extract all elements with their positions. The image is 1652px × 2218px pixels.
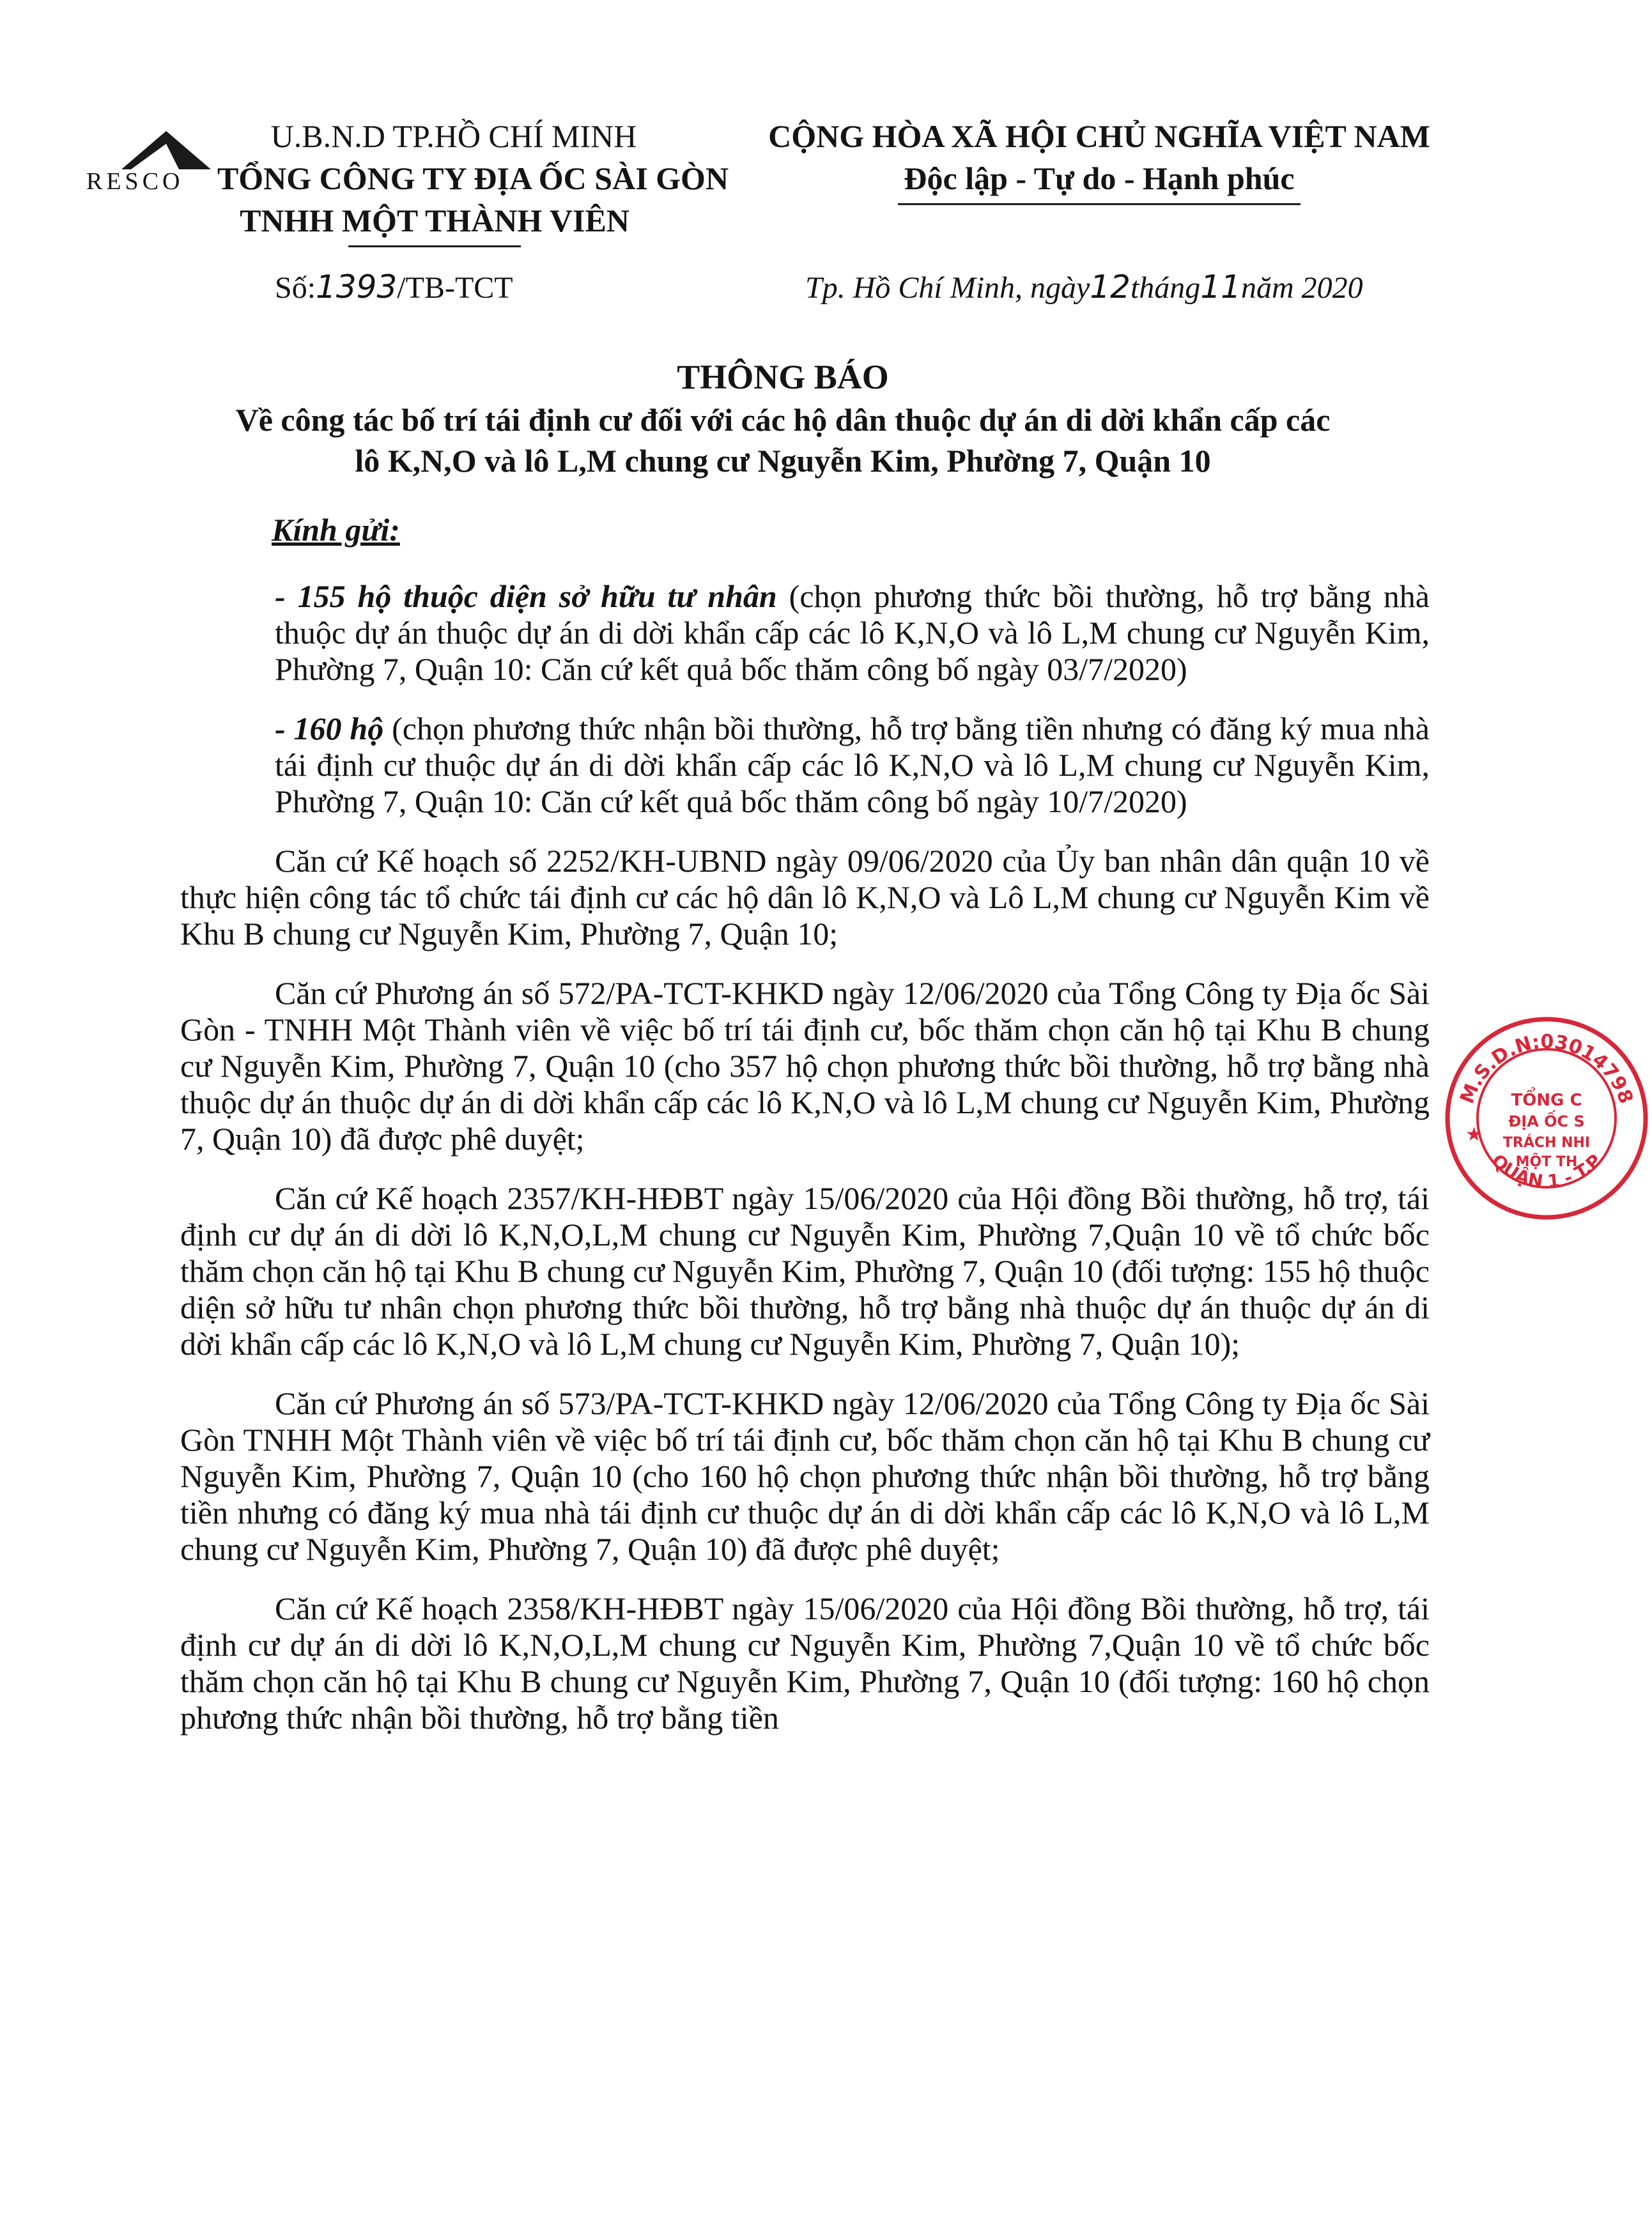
- body-paragraph: Căn cứ Kế hoạch 2357/KH-HĐBT ngày 15/06/2020 của Hội đồng Bồi thường, hỗ trợ, tái định cư dự án di dời lô K,N,O,L,M chung cư Nguyễn Kim, Phường 7,Quận 10 về tổ chức bốc thăm chọn căn hộ tại Khu B chung cư Nguyễn Kim, Phường 7, Quận 10 (đối tượng: 155 hộ thuộc diện sở hữu tư nhân chọn phương thức bồi thường, hỗ trợ bằng nhà thuộc dự án thuộc dự án di dời khẩn cấp các lô K,N,O và lô L,M chung cư Nguyễn Kim, Phường 7, Quận 10);: [180, 1180, 1430, 1362]
- svg-text:★: ★: [1465, 1123, 1483, 1146]
- recipient-item: [180, 711, 1430, 820]
- date-place: Tp. Hồ Chí Minh, ngày: [805, 271, 1090, 305]
- document-body: [180, 578, 1430, 1759]
- seal-text-inner1: TỔNG C: [1511, 1091, 1582, 1110]
- title-subtitle-line1: Về công tác bố trí tái định cư đối với các hộ dân thuộc dự án di dời khẩn cấp các: [235, 402, 1331, 438]
- national-motto: Độc lập - Tự do - Hạnh phúc: [904, 160, 1295, 196]
- document-number-suffix: /TB-TCT: [397, 271, 513, 305]
- issuer-header: [83, 115, 786, 247]
- recipient-text: (chọn phương thức bồi thường, hỗ trợ bằng nhà thuộc dự án thuộc dự án di dời khẩn cấp các lô K,N,O và lô L,M chung cư Nguyễn Kim, Phường 7, Quận 10: Căn cứ kết quả bốc thăm công bố ngày 03/7/2020): [275, 578, 1430, 687]
- date-day: 12: [1090, 268, 1131, 305]
- issuer-underline: [348, 245, 521, 247]
- issuer-parent: U.B.N.D TP.HỒ CHÍ MINH: [270, 118, 637, 154]
- national-title: CỘNG HÒA XÃ HỘI CHỦ NGHĨA VIỆT NAM: [768, 118, 1430, 154]
- date-month-label: tháng: [1130, 271, 1201, 305]
- recipients-label: Kính gửi:: [272, 512, 400, 548]
- national-header: [748, 115, 1451, 205]
- seal-text-top: M.S.D.N:03014798: [1456, 1030, 1637, 1107]
- body-paragraph: Căn cứ Phương án số 572/PA-TCT-KHKD ngày 12/06/2020 của Tổng Công ty Địa ốc Sài Gòn - TNHH Một Thành viên về việc bố trí tái định cư, bốc thăm chọn căn hộ tại Khu B chung cư Nguyễn Kim, Phường 7, Quận 10 (cho 357 hộ chọn phương thức bồi thường, hỗ trợ bằng nhà thuộc dự án thuộc dự án di dời khẩn cấp các lô K,N,O và lô L,M chung cư Nguyễn Kim, Phường 7, Quận 10) đã được phê duyệt;: [180, 975, 1430, 1157]
- seal-text-inner4: MỘT TH: [1515, 1154, 1578, 1170]
- body-paragraph: Căn cứ Kế hoạch số 2252/KH-UBND ngày 09/06/2020 của Ủy ban nhân dân quận 10 về thực hiện công tác tổ chức tái định cư các hộ dân lô K,N,O và Lô L,M chung cư Nguyễn Kim về Khu B chung cư Nguyễn Kim, Phường 7, Quận 10;: [180, 843, 1430, 951]
- document-date: [805, 268, 1363, 305]
- recipient-lead: - 160 hộ: [275, 711, 384, 746]
- title-heading: THÔNG BÁO: [677, 358, 889, 396]
- date-month: 11: [1200, 268, 1241, 305]
- recipient-text: (chọn phương thức nhận bồi thường, hỗ trợ bằng tiền nhưng có đăng ký mua nhà tái định cư thuộc dự án di dời khẩn cấp các lô K,N,O và lô L,M chung cư Nguyễn Kim, Phường 7, Quận 10: Căn cứ kết quả bốc thăm công bố ngày 10/7/2020): [275, 711, 1430, 819]
- issuer-name-suffix: TNHH MỘT THÀNH VIÊN: [240, 203, 629, 238]
- body-paragraph: Căn cứ Phương án số 573/PA-TCT-KHKD ngày 12/06/2020 của Tổng Công ty Địa ốc Sài Gòn TNHH Một Thành viên về việc bố trí tái định cư, bốc thăm chọn căn hộ tại Khu B chung cư Nguyễn Kim, Phường 7, Quận 10 (cho 160 hộ chọn phương thức nhận bồi thường, hỗ trợ bằng tiền nhưng có đăng ký mua nhà tái định cư thuộc dự án di dời khẩn cấp các lô K,N,O và lô L,M chung cư Nguyễn Kim, Phường 7, Quận 10) đã được phê duyệt;: [180, 1385, 1430, 1567]
- body-paragraph: Căn cứ Kế hoạch 2358/KH-HĐBT ngày 15/06/2020 của Hội đồng Bồi thường, hỗ trợ, tái định cư dự án di dời lô K,N,O,L,M chung cư Nguyễn Kim, Phường 7,Quận 10 về tổ chức bốc thăm chọn căn hộ tại Khu B chung cư Nguyễn Kim, Phường 7, Quận 10 (đối tượng: 160 hộ chọn phương thức nhận bồi thường, hỗ trợ bằng tiền: [180, 1590, 1430, 1736]
- title-subtitle-line2: lô K,N,O và lô L,M chung cư Nguyễn Kim, Phường 7, Quận 10: [355, 443, 1211, 479]
- issuer-name: TỔNG CÔNG TY ĐỊA ỐC SÀI GÒN: [217, 160, 729, 196]
- document-title: [147, 355, 1419, 481]
- recipient-item: [180, 578, 1430, 688]
- company-seal-icon: [1441, 1013, 1652, 1224]
- document-number-value: 1393: [316, 268, 398, 305]
- document-number-prefix: Số:: [275, 271, 316, 305]
- date-year: năm 2020: [1240, 271, 1363, 305]
- seal-text-bottom: QUẬN 1 - T.P: [1487, 1150, 1606, 1192]
- seal-text-inner3: TRÁCH NHI: [1502, 1135, 1591, 1151]
- document-number: [275, 268, 513, 305]
- recipient-lead: - 155 hộ thuộc diện sở hữu tư nhân: [275, 578, 777, 614]
- seal-text-inner2: ĐỊA ỐC S: [1508, 1113, 1585, 1130]
- motto-underline: [898, 203, 1301, 205]
- logo-text: RESCO: [86, 168, 184, 195]
